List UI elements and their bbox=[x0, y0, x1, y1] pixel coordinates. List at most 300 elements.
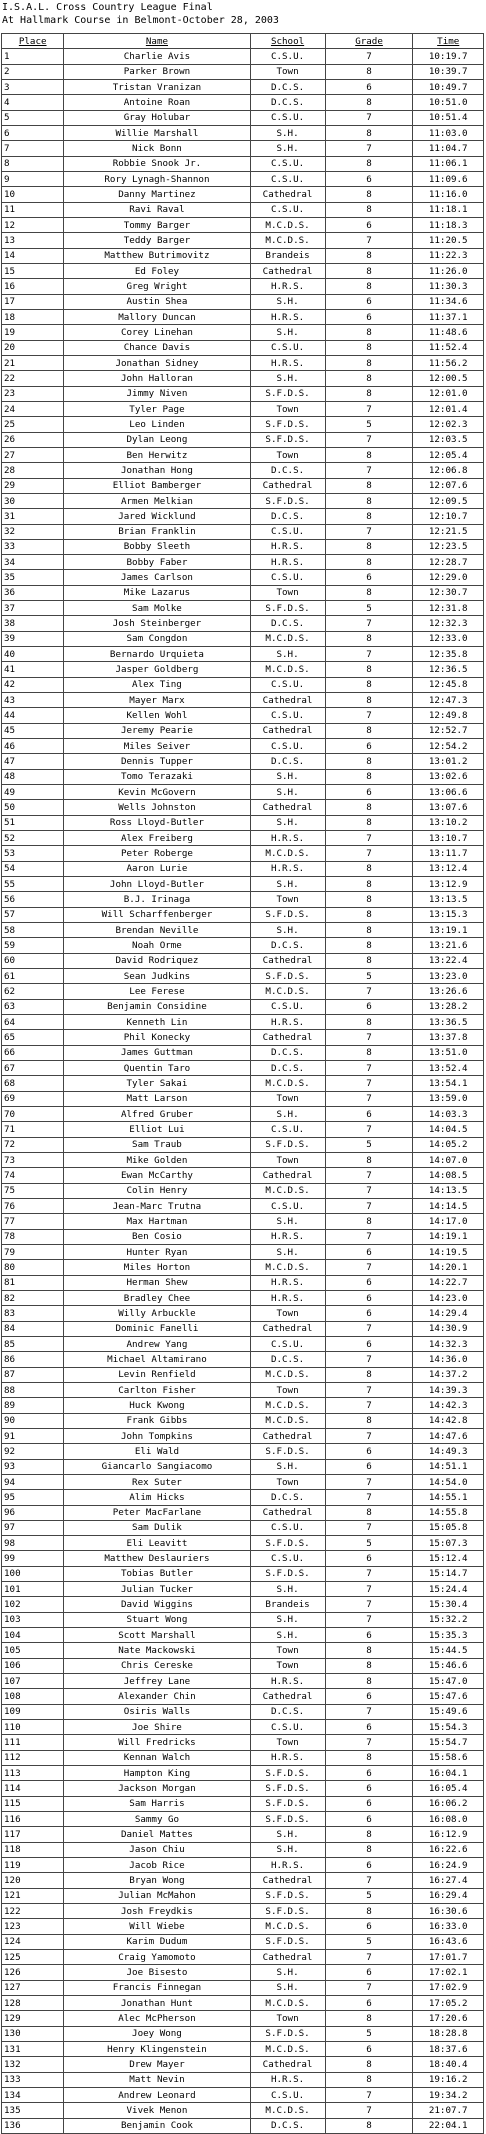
cell-place: 34 bbox=[2, 555, 64, 570]
cell-grade: 8 bbox=[325, 2057, 413, 2072]
cell-place: 66 bbox=[2, 1045, 64, 1060]
cell-time: 12:35.8 bbox=[413, 647, 484, 662]
cell-school: S.H. bbox=[250, 1980, 325, 1995]
cell-place: 25 bbox=[2, 417, 64, 432]
cell-time: 10:51.0 bbox=[413, 95, 484, 110]
table-row bbox=[2, 1750, 484, 1765]
cell-place: 100 bbox=[2, 1566, 64, 1581]
table-row bbox=[2, 171, 484, 186]
cell-place: 90 bbox=[2, 1413, 64, 1428]
table-row bbox=[2, 294, 484, 309]
cell-name: Kennan Walch bbox=[64, 1750, 250, 1765]
cell-place: 24 bbox=[2, 401, 64, 416]
cell-name: Giancarlo Sangiacomo bbox=[64, 1459, 250, 1474]
cell-time: 12:06.8 bbox=[413, 463, 484, 478]
table-row bbox=[2, 1321, 484, 1336]
cell-school: H.R.S. bbox=[250, 355, 325, 370]
cell-school: Cathedral bbox=[250, 693, 325, 708]
cell-school: H.R.S. bbox=[250, 555, 325, 570]
cell-grade: 6 bbox=[325, 1444, 413, 1459]
cell-time: 16:29.4 bbox=[413, 1888, 484, 1903]
table-row bbox=[2, 1413, 484, 1428]
table-row bbox=[2, 1382, 484, 1397]
cell-time: 18:37.6 bbox=[413, 2041, 484, 2056]
cell-grade: 8 bbox=[325, 1750, 413, 1765]
cell-grade: 7 bbox=[325, 524, 413, 539]
table-row bbox=[2, 1582, 484, 1597]
cell-time: 14:05.2 bbox=[413, 1137, 484, 1152]
table-row bbox=[2, 1229, 484, 1244]
cell-place: 2 bbox=[2, 64, 64, 79]
cell-grade: 7 bbox=[325, 616, 413, 631]
cell-school: S.H. bbox=[250, 815, 325, 830]
cell-grade: 6 bbox=[325, 1965, 413, 1980]
cell-place: 122 bbox=[2, 1904, 64, 1919]
table-row bbox=[2, 478, 484, 493]
cell-name: Bradley Chee bbox=[64, 1290, 250, 1305]
cell-school: S.H. bbox=[250, 141, 325, 156]
cell-school: H.R.S. bbox=[250, 2072, 325, 2087]
cell-name: Antoine Roan bbox=[64, 95, 250, 110]
cell-place: 13 bbox=[2, 233, 64, 248]
cell-grade: 8 bbox=[325, 1152, 413, 1167]
cell-school: S.H. bbox=[250, 1612, 325, 1627]
cell-time: 17:02.9 bbox=[413, 1980, 484, 1995]
cell-grade: 7 bbox=[325, 2087, 413, 2102]
cell-school: Cathedral bbox=[250, 2057, 325, 2072]
cell-school: D.C.S. bbox=[250, 1490, 325, 1505]
cell-grade: 8 bbox=[325, 754, 413, 769]
cell-name: Teddy Barger bbox=[64, 233, 250, 248]
table-row bbox=[2, 1198, 484, 1213]
cell-grade: 8 bbox=[325, 95, 413, 110]
cell-time: 14:55.1 bbox=[413, 1490, 484, 1505]
cell-grade: 6 bbox=[325, 171, 413, 186]
cell-place: 136 bbox=[2, 2118, 64, 2133]
cell-place: 98 bbox=[2, 1536, 64, 1551]
cell-time: 16:04.1 bbox=[413, 1766, 484, 1781]
cell-place: 48 bbox=[2, 769, 64, 784]
cell-grade: 8 bbox=[325, 693, 413, 708]
cell-place: 27 bbox=[2, 447, 64, 462]
cell-place: 83 bbox=[2, 1306, 64, 1321]
cell-time: 11:56.2 bbox=[413, 355, 484, 370]
column-header-grade: Grade bbox=[325, 34, 413, 49]
table-row bbox=[2, 539, 484, 554]
cell-place: 96 bbox=[2, 1505, 64, 1520]
cell-grade: 6 bbox=[325, 1628, 413, 1643]
table-row bbox=[2, 1352, 484, 1367]
cell-place: 107 bbox=[2, 1674, 64, 1689]
cell-time: 14:17.0 bbox=[413, 1214, 484, 1229]
cell-place: 53 bbox=[2, 846, 64, 861]
cell-place: 126 bbox=[2, 1965, 64, 1980]
cell-grade: 8 bbox=[325, 938, 413, 953]
table-row bbox=[2, 1689, 484, 1704]
cell-name: Ben Cosio bbox=[64, 1229, 250, 1244]
cell-name: Will Wiebe bbox=[64, 1919, 250, 1934]
cell-grade: 8 bbox=[325, 447, 413, 462]
cell-place: 110 bbox=[2, 1720, 64, 1735]
cell-place: 103 bbox=[2, 1612, 64, 1627]
table-row bbox=[2, 1367, 484, 1382]
cell-time: 15:05.8 bbox=[413, 1520, 484, 1535]
cell-name: Brian Franklin bbox=[64, 524, 250, 539]
cell-time: 13:10.2 bbox=[413, 815, 484, 830]
cell-place: 68 bbox=[2, 1076, 64, 1091]
cell-grade: 7 bbox=[325, 984, 413, 999]
cell-school: D.C.S. bbox=[250, 79, 325, 94]
cell-time: 13:59.0 bbox=[413, 1091, 484, 1106]
cell-time: 15:49.6 bbox=[413, 1704, 484, 1719]
cell-grade: 7 bbox=[325, 708, 413, 723]
table-row bbox=[2, 1091, 484, 1106]
cell-school: Town bbox=[250, 1306, 325, 1321]
column-header-place: Place bbox=[2, 34, 64, 49]
cell-grade: 6 bbox=[325, 999, 413, 1014]
table-row bbox=[2, 1796, 484, 1811]
table-row bbox=[2, 1980, 484, 1995]
cell-place: 114 bbox=[2, 1781, 64, 1796]
cell-place: 73 bbox=[2, 1152, 64, 1167]
cell-place: 75 bbox=[2, 1183, 64, 1198]
table-row bbox=[2, 1827, 484, 1842]
cell-school: S.H. bbox=[250, 325, 325, 340]
cell-name: Kenneth Lin bbox=[64, 1015, 250, 1030]
cell-name: Mayer Marx bbox=[64, 693, 250, 708]
cell-place: 134 bbox=[2, 2087, 64, 2102]
cell-grade: 7 bbox=[325, 463, 413, 478]
table-row bbox=[2, 831, 484, 846]
cell-name: Jackson Morgan bbox=[64, 1781, 250, 1796]
cell-grade: 7 bbox=[325, 432, 413, 447]
cell-grade: 7 bbox=[325, 1398, 413, 1413]
cell-name: Scott Marshall bbox=[64, 1628, 250, 1643]
cell-time: 11:04.7 bbox=[413, 141, 484, 156]
cell-time: 14:54.0 bbox=[413, 1474, 484, 1489]
cell-place: 82 bbox=[2, 1290, 64, 1305]
cell-school: S.F.D.S. bbox=[250, 1904, 325, 1919]
cell-time: 15:44.5 bbox=[413, 1643, 484, 1658]
cell-time: 14:23.0 bbox=[413, 1290, 484, 1305]
cell-place: 1 bbox=[2, 49, 64, 64]
cell-school: C.S.U. bbox=[250, 171, 325, 186]
cell-school: M.C.D.S. bbox=[250, 631, 325, 646]
cell-name: Will Fredricks bbox=[64, 1735, 250, 1750]
cell-school: S.F.D.S. bbox=[250, 1766, 325, 1781]
cell-name: Alex Ting bbox=[64, 677, 250, 692]
cell-time: 11:18.1 bbox=[413, 202, 484, 217]
cell-grade: 7 bbox=[325, 1122, 413, 1137]
cell-name: Sam Congdon bbox=[64, 631, 250, 646]
cell-time: 15:07.3 bbox=[413, 1536, 484, 1551]
cell-grade: 8 bbox=[325, 800, 413, 815]
table-row bbox=[2, 677, 484, 692]
cell-place: 42 bbox=[2, 677, 64, 692]
cell-grade: 8 bbox=[325, 1827, 413, 1842]
cell-grade: 7 bbox=[325, 1060, 413, 1075]
cell-time: 12:09.5 bbox=[413, 493, 484, 508]
table-row bbox=[2, 2118, 484, 2133]
cell-grade: 7 bbox=[325, 401, 413, 416]
cell-school: H.R.S. bbox=[250, 1275, 325, 1290]
cell-school: C.S.U. bbox=[250, 1520, 325, 1535]
table-row bbox=[2, 386, 484, 401]
table-row bbox=[2, 555, 484, 570]
cell-place: 65 bbox=[2, 1030, 64, 1045]
cell-grade: 8 bbox=[325, 1904, 413, 1919]
cell-name: James Carlson bbox=[64, 570, 250, 585]
cell-time: 13:51.0 bbox=[413, 1045, 484, 1060]
cell-school: S.F.D.S. bbox=[250, 1888, 325, 1903]
cell-place: 86 bbox=[2, 1352, 64, 1367]
table-row bbox=[2, 708, 484, 723]
cell-name: Peter Roberge bbox=[64, 846, 250, 861]
cell-name: Huck Kwong bbox=[64, 1398, 250, 1413]
table-row bbox=[2, 846, 484, 861]
table-row bbox=[2, 1428, 484, 1443]
cell-school: D.C.S. bbox=[250, 1704, 325, 1719]
table-row bbox=[2, 1306, 484, 1321]
cell-grade: 8 bbox=[325, 923, 413, 938]
cell-grade: 6 bbox=[325, 1306, 413, 1321]
cell-name: Aaron Lurie bbox=[64, 861, 250, 876]
table-row bbox=[2, 1904, 484, 1919]
cell-place: 41 bbox=[2, 662, 64, 677]
cell-grade: 6 bbox=[325, 739, 413, 754]
cell-place: 4 bbox=[2, 95, 64, 110]
cell-name: Joe Bisesto bbox=[64, 1965, 250, 1980]
table-row bbox=[2, 340, 484, 355]
cell-name: Ewan McCarthy bbox=[64, 1168, 250, 1183]
cell-grade: 6 bbox=[325, 1812, 413, 1827]
table-row bbox=[2, 631, 484, 646]
cell-time: 14:51.1 bbox=[413, 1459, 484, 1474]
cell-grade: 7 bbox=[325, 1735, 413, 1750]
table-row bbox=[2, 969, 484, 984]
table-row bbox=[2, 1490, 484, 1505]
cell-name: Eli Leavitt bbox=[64, 1536, 250, 1551]
cell-time: 14:19.5 bbox=[413, 1244, 484, 1259]
cell-time: 15:47.0 bbox=[413, 1674, 484, 1689]
cell-time: 12:33.0 bbox=[413, 631, 484, 646]
cell-place: 92 bbox=[2, 1444, 64, 1459]
cell-place: 94 bbox=[2, 1474, 64, 1489]
cell-time: 11:09.6 bbox=[413, 171, 484, 186]
cell-grade: 7 bbox=[325, 1704, 413, 1719]
cell-place: 99 bbox=[2, 1551, 64, 1566]
table-row bbox=[2, 2057, 484, 2072]
cell-place: 10 bbox=[2, 187, 64, 202]
table-row bbox=[2, 309, 484, 324]
table-row bbox=[2, 95, 484, 110]
cell-name: Mike Lazarus bbox=[64, 585, 250, 600]
table-row bbox=[2, 64, 484, 79]
cell-school: Town bbox=[250, 64, 325, 79]
cell-place: 15 bbox=[2, 263, 64, 278]
table-row bbox=[2, 401, 484, 416]
cell-school: Cathedral bbox=[250, 187, 325, 202]
cell-school: H.R.S. bbox=[250, 1290, 325, 1305]
cell-grade: 7 bbox=[325, 846, 413, 861]
cell-place: 102 bbox=[2, 1597, 64, 1612]
cell-school: S.F.D.S. bbox=[250, 2026, 325, 2041]
cell-time: 13:26.6 bbox=[413, 984, 484, 999]
cell-school: Town bbox=[250, 1735, 325, 1750]
cell-school: H.R.S. bbox=[250, 539, 325, 554]
table-row bbox=[2, 1030, 484, 1045]
cell-place: 60 bbox=[2, 953, 64, 968]
cell-grade: 7 bbox=[325, 1229, 413, 1244]
cell-name: Dominic Fanelli bbox=[64, 1321, 250, 1336]
cell-place: 47 bbox=[2, 754, 64, 769]
cell-name: Jason Chiu bbox=[64, 1842, 250, 1857]
cell-name: Jonathan Hong bbox=[64, 463, 250, 478]
cell-school: S.F.D.S. bbox=[250, 417, 325, 432]
cell-time: 12:21.5 bbox=[413, 524, 484, 539]
cell-grade: 6 bbox=[325, 309, 413, 324]
cell-school: C.S.U. bbox=[250, 677, 325, 692]
cell-place: 108 bbox=[2, 1689, 64, 1704]
cell-grade: 8 bbox=[325, 1643, 413, 1658]
cell-name: Armen Melkian bbox=[64, 493, 250, 508]
cell-grade: 8 bbox=[325, 1658, 413, 1673]
cell-name: Jeffrey Lane bbox=[64, 1674, 250, 1689]
cell-grade: 8 bbox=[325, 325, 413, 340]
table-row bbox=[2, 769, 484, 784]
cell-grade: 6 bbox=[325, 1919, 413, 1934]
cell-time: 15:14.7 bbox=[413, 1566, 484, 1581]
cell-time: 21:07.7 bbox=[413, 2103, 484, 2118]
cell-school: H.R.S. bbox=[250, 861, 325, 876]
table-row bbox=[2, 1674, 484, 1689]
header-row bbox=[2, 34, 484, 49]
cell-grade: 8 bbox=[325, 371, 413, 386]
cell-name: Kellen Wohl bbox=[64, 708, 250, 723]
cell-name: Jean-Marc Trutna bbox=[64, 1198, 250, 1213]
cell-grade: 6 bbox=[325, 1459, 413, 1474]
cell-school: H.R.S. bbox=[250, 309, 325, 324]
table-row bbox=[2, 861, 484, 876]
cell-time: 13:19.1 bbox=[413, 923, 484, 938]
cell-school: S.H. bbox=[250, 877, 325, 892]
cell-time: 13:13.5 bbox=[413, 892, 484, 907]
cell-time: 14:04.5 bbox=[413, 1122, 484, 1137]
cell-name: Wells Johnston bbox=[64, 800, 250, 815]
table-row bbox=[2, 1168, 484, 1183]
cell-grade: 8 bbox=[325, 64, 413, 79]
table-row bbox=[2, 1628, 484, 1643]
cell-name: Daniel Mattes bbox=[64, 1827, 250, 1842]
table-row bbox=[2, 79, 484, 94]
cell-time: 14:55.8 bbox=[413, 1505, 484, 1520]
cell-school: S.H. bbox=[250, 1827, 325, 1842]
cell-grade: 7 bbox=[325, 1612, 413, 1627]
cell-name: Bernardo Urquieta bbox=[64, 647, 250, 662]
cell-school: S.F.D.S. bbox=[250, 1934, 325, 1949]
cell-school: Town bbox=[250, 585, 325, 600]
cell-grade: 7 bbox=[325, 1352, 413, 1367]
cell-school: M.C.D.S. bbox=[250, 1398, 325, 1413]
cell-name: John Halloran bbox=[64, 371, 250, 386]
cell-grade: 8 bbox=[325, 1367, 413, 1382]
cell-school: S.H. bbox=[250, 1582, 325, 1597]
cell-place: 45 bbox=[2, 723, 64, 738]
results-table bbox=[1, 33, 484, 2134]
cell-place: 132 bbox=[2, 2057, 64, 2072]
cell-name: Charlie Avis bbox=[64, 49, 250, 64]
table-row bbox=[2, 1398, 484, 1413]
cell-school: S.H. bbox=[250, 923, 325, 938]
cell-school: S.F.D.S. bbox=[250, 1812, 325, 1827]
cell-school: H.R.S. bbox=[250, 1858, 325, 1873]
cell-place: 97 bbox=[2, 1520, 64, 1535]
cell-time: 14:08.5 bbox=[413, 1168, 484, 1183]
table-row bbox=[2, 2011, 484, 2026]
cell-grade: 6 bbox=[325, 2041, 413, 2056]
cell-grade: 8 bbox=[325, 279, 413, 294]
cell-time: 14:49.3 bbox=[413, 1444, 484, 1459]
cell-place: 11 bbox=[2, 202, 64, 217]
cell-name: Ben Herwitz bbox=[64, 447, 250, 462]
cell-school: S.H. bbox=[250, 1842, 325, 1857]
table-row bbox=[2, 1444, 484, 1459]
cell-time: 19:16.2 bbox=[413, 2072, 484, 2087]
cell-school: Town bbox=[250, 1091, 325, 1106]
cell-time: 13:22.4 bbox=[413, 953, 484, 968]
cell-school: C.S.U. bbox=[250, 340, 325, 355]
table-row bbox=[2, 1214, 484, 1229]
table-row bbox=[2, 325, 484, 340]
cell-time: 12:01.0 bbox=[413, 386, 484, 401]
cell-name: Josh Freydkis bbox=[64, 1904, 250, 1919]
cell-name: Alfred Gruber bbox=[64, 1106, 250, 1121]
cell-name: Elliot Bamberger bbox=[64, 478, 250, 493]
table-row bbox=[2, 999, 484, 1014]
cell-grade: 6 bbox=[325, 1106, 413, 1121]
cell-name: Drew Mayer bbox=[64, 2057, 250, 2072]
cell-time: 14:07.0 bbox=[413, 1152, 484, 1167]
cell-grade: 8 bbox=[325, 1045, 413, 1060]
cell-school: S.H. bbox=[250, 1459, 325, 1474]
cell-grade: 8 bbox=[325, 631, 413, 646]
cell-name: Tommy Barger bbox=[64, 217, 250, 232]
cell-time: 18:28.8 bbox=[413, 2026, 484, 2041]
page-title: I.S.A.L. Cross Country League Final bbox=[2, 2, 213, 13]
table-row bbox=[2, 125, 484, 140]
cell-school: Cathedral bbox=[250, 1873, 325, 1888]
cell-name: Matthew Deslauriers bbox=[64, 1551, 250, 1566]
cell-name: Ross Lloyd-Butler bbox=[64, 815, 250, 830]
cell-place: 116 bbox=[2, 1812, 64, 1827]
cell-place: 118 bbox=[2, 1842, 64, 1857]
cell-time: 13:23.0 bbox=[413, 969, 484, 984]
cell-name: Chance Davis bbox=[64, 340, 250, 355]
cell-time: 10:19.7 bbox=[413, 49, 484, 64]
cell-time: 12:23.5 bbox=[413, 539, 484, 554]
cell-name: Frank Gibbs bbox=[64, 1413, 250, 1428]
cell-school: M.C.D.S. bbox=[250, 217, 325, 232]
cell-grade: 8 bbox=[325, 677, 413, 692]
cell-time: 15:58.6 bbox=[413, 1750, 484, 1765]
cell-grade: 7 bbox=[325, 1950, 413, 1965]
cell-grade: 8 bbox=[325, 340, 413, 355]
cell-school: M.C.D.S. bbox=[250, 1413, 325, 1428]
column-header-name: Name bbox=[64, 34, 250, 49]
cell-school: Town bbox=[250, 401, 325, 416]
table-row bbox=[2, 1015, 484, 1030]
cell-place: 19 bbox=[2, 325, 64, 340]
